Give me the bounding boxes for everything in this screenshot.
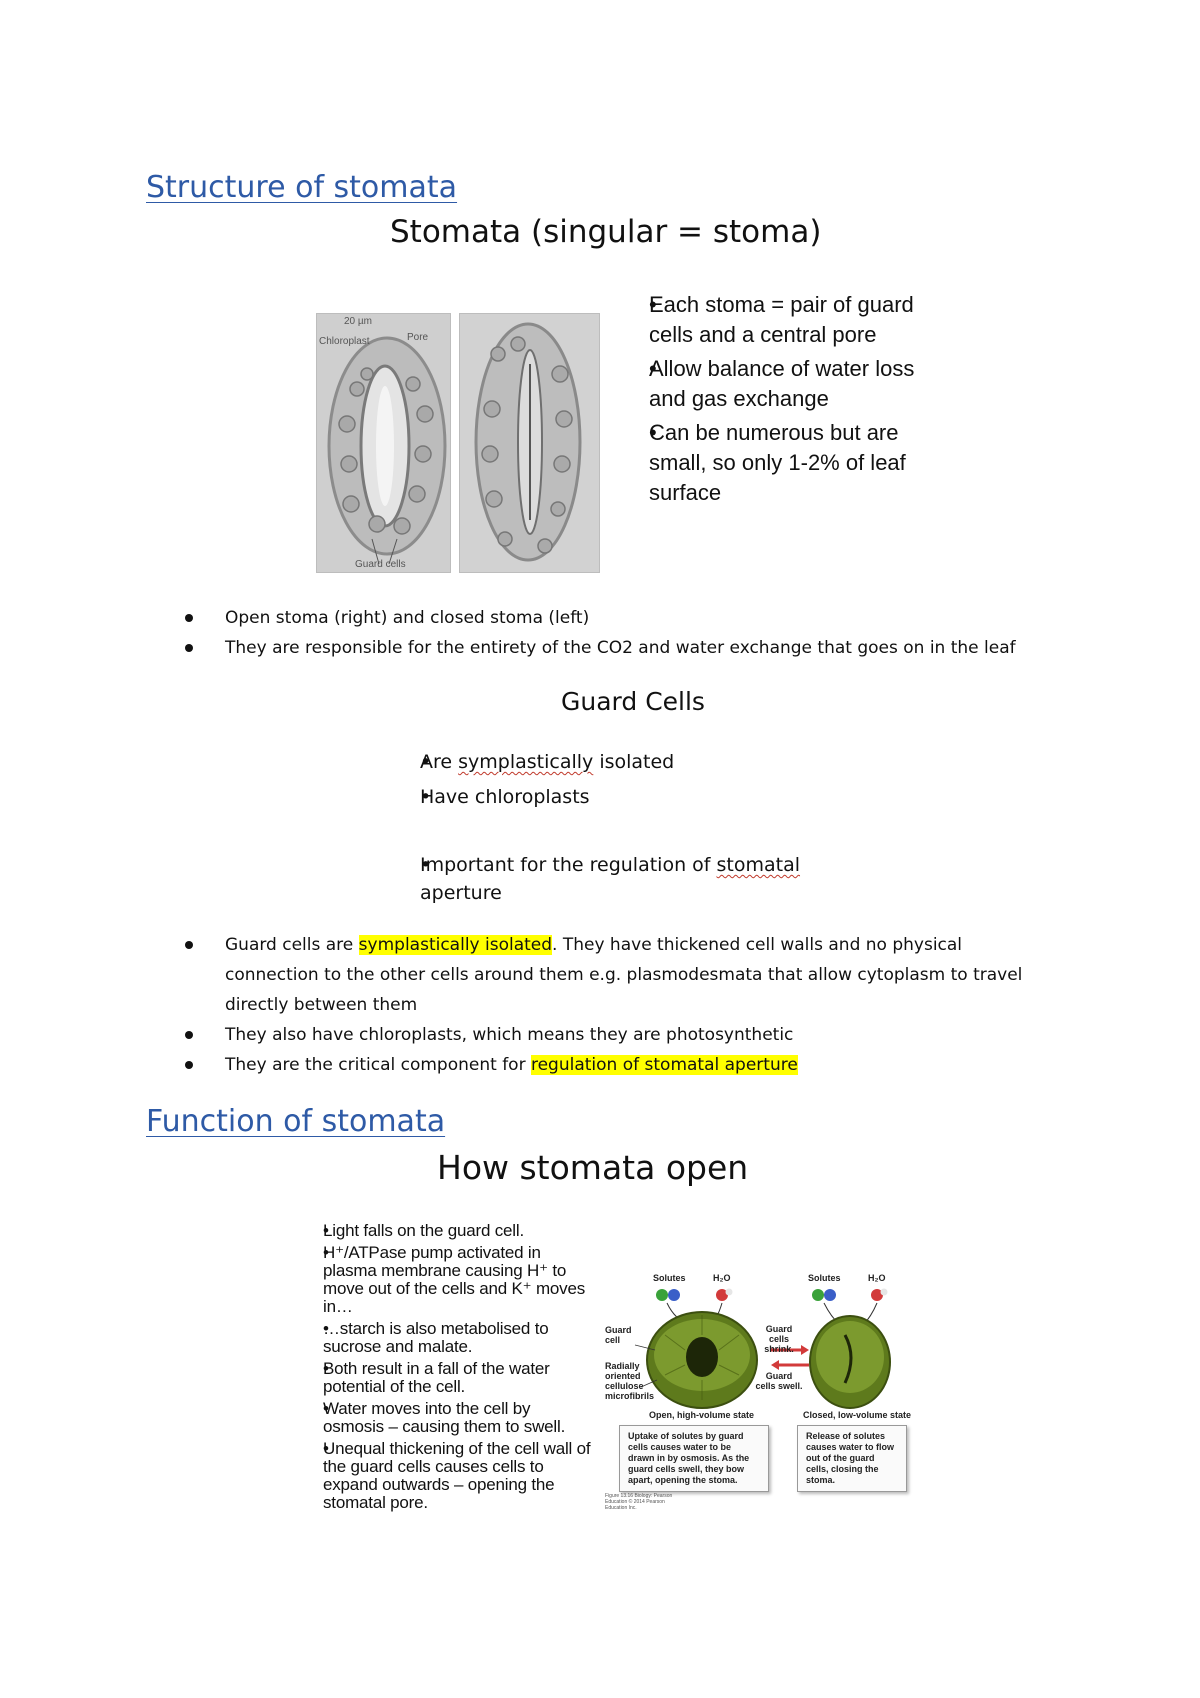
guard-bullet	[400, 748, 840, 776]
slide-title-how-stomata-open: How stomata open	[437, 1148, 749, 1187]
stomata-opening-diagram	[605, 1265, 910, 1515]
guard-cells-caption: Guard cells	[355, 559, 406, 570]
open-explanation-box: Uptake of solutes by guard cells causes water to be drawn in by osmosis. As the guard cells swell, they bow apart, opening the stoma.	[619, 1425, 769, 1492]
water-label-left: H₂O	[713, 1273, 731, 1283]
note-item	[185, 930, 1045, 1020]
closed-explanation-box: Release of solutes causes water to flow out of the guard cells, closing the stoma.	[797, 1425, 907, 1492]
how-open-bullet: • …starch is also metabolised to sucrose and malate.	[295, 1320, 595, 1356]
spellcheck-word: symplastically	[458, 751, 594, 773]
section-heading-function: Function of stomata	[146, 1104, 446, 1139]
guard-cell-label: Guard cell	[605, 1325, 632, 1345]
figure-credit: Figure 13.16 Biology: Pearson Education © 2014 Pearson Education Inc.	[605, 1493, 673, 1511]
how-open-bullets	[295, 1222, 595, 1512]
bullet-text: isolated	[593, 751, 675, 773]
highlighted-text: regulation of stomatal aperture	[530, 1055, 798, 1075]
closed-state-label: Closed, low-volume state	[803, 1410, 912, 1420]
note-text: . They have thickened cell walls and no physical connection to the other cells around them e.g. plasmodesmata that allow cytoplasm to travel directly between them	[225, 935, 1023, 1015]
slide-title-stomata: Stomata (singular = stoma)	[390, 214, 822, 250]
note-item	[185, 1050, 1045, 1080]
bullet-text: Important for the regulation of	[420, 854, 717, 876]
note-text: Guard cells are	[225, 935, 359, 955]
swell-label: Guard cells swell.	[755, 1371, 803, 1391]
stomata-bullet: • Can be numerous but are small, so only 1-2% of leaf surface	[623, 418, 923, 508]
shrink-label: Guard cells shrink.	[764, 1324, 794, 1354]
microfibrils-label: Radially oriented cellulose microfibrils	[605, 1361, 655, 1401]
section-heading-structure: Structure of stomata	[146, 170, 458, 205]
how-open-bullet: • Unequal thickening of the cell wall of the guard cells causes cells to expand outwards – opening the stomatal pore.	[295, 1440, 595, 1512]
slide-title-guard-cells: Guard Cells	[561, 687, 705, 716]
solutes-label-right: Solutes	[808, 1273, 841, 1283]
solutes-label-left: Solutes	[653, 1273, 686, 1283]
note-item	[185, 1020, 1045, 1050]
bullet-text: aperture	[420, 882, 502, 904]
note-item	[185, 603, 1085, 633]
bullet-text: Are	[420, 751, 459, 773]
note-text: They also have chloroplasts, which means they are photosynthetic	[225, 1025, 794, 1045]
guard-notes	[185, 930, 1045, 1080]
water-label-right: H₂O	[868, 1273, 886, 1283]
how-open-bullet: • Both result in a fall of the water potential of the cell.	[295, 1360, 595, 1396]
note-text: Open stoma (right) and closed stoma (left)	[225, 608, 590, 628]
stomata-bullet: • Allow balance of water loss and gas exchange	[623, 354, 923, 414]
pore-caption: Pore	[407, 332, 429, 343]
bullet-text: Have chloroplasts	[420, 786, 590, 808]
stomata-notes	[185, 603, 1085, 663]
open-stoma-micrograph	[459, 313, 600, 573]
chloroplast-caption: Chloroplast	[319, 336, 370, 347]
open-state-label: Open, high-volume state	[649, 1410, 755, 1420]
note-text: They are the critical component for	[225, 1055, 531, 1075]
guard-slide-bullets	[400, 748, 840, 907]
how-open-bullet: • Light falls on the guard cell.	[295, 1222, 595, 1240]
stomata-slide-bullets	[623, 290, 923, 508]
highlighted-text: symplastically isolated	[358, 935, 553, 955]
spellcheck-word: stomatal	[716, 854, 801, 876]
guard-bullet	[400, 783, 840, 811]
note-item	[185, 633, 1085, 663]
how-open-bullet: • Water moves into the cell by osmosis – causing them to swell.	[295, 1400, 595, 1436]
scale-caption: 20 µm	[344, 316, 372, 327]
guard-bullet	[400, 851, 840, 907]
stomata-bullet: • Each stoma = pair of guard cells and a central pore	[623, 290, 923, 350]
closed-stoma-micrograph	[316, 313, 451, 573]
how-open-bullet: • H⁺/ATPase pump activated in plasma membrane causing H⁺ to move out of the cells and K⁺ moves in…	[295, 1244, 595, 1316]
note-text: They are responsible for the entirety of the CO2 and water exchange that goes on in the leaf	[225, 638, 1016, 658]
